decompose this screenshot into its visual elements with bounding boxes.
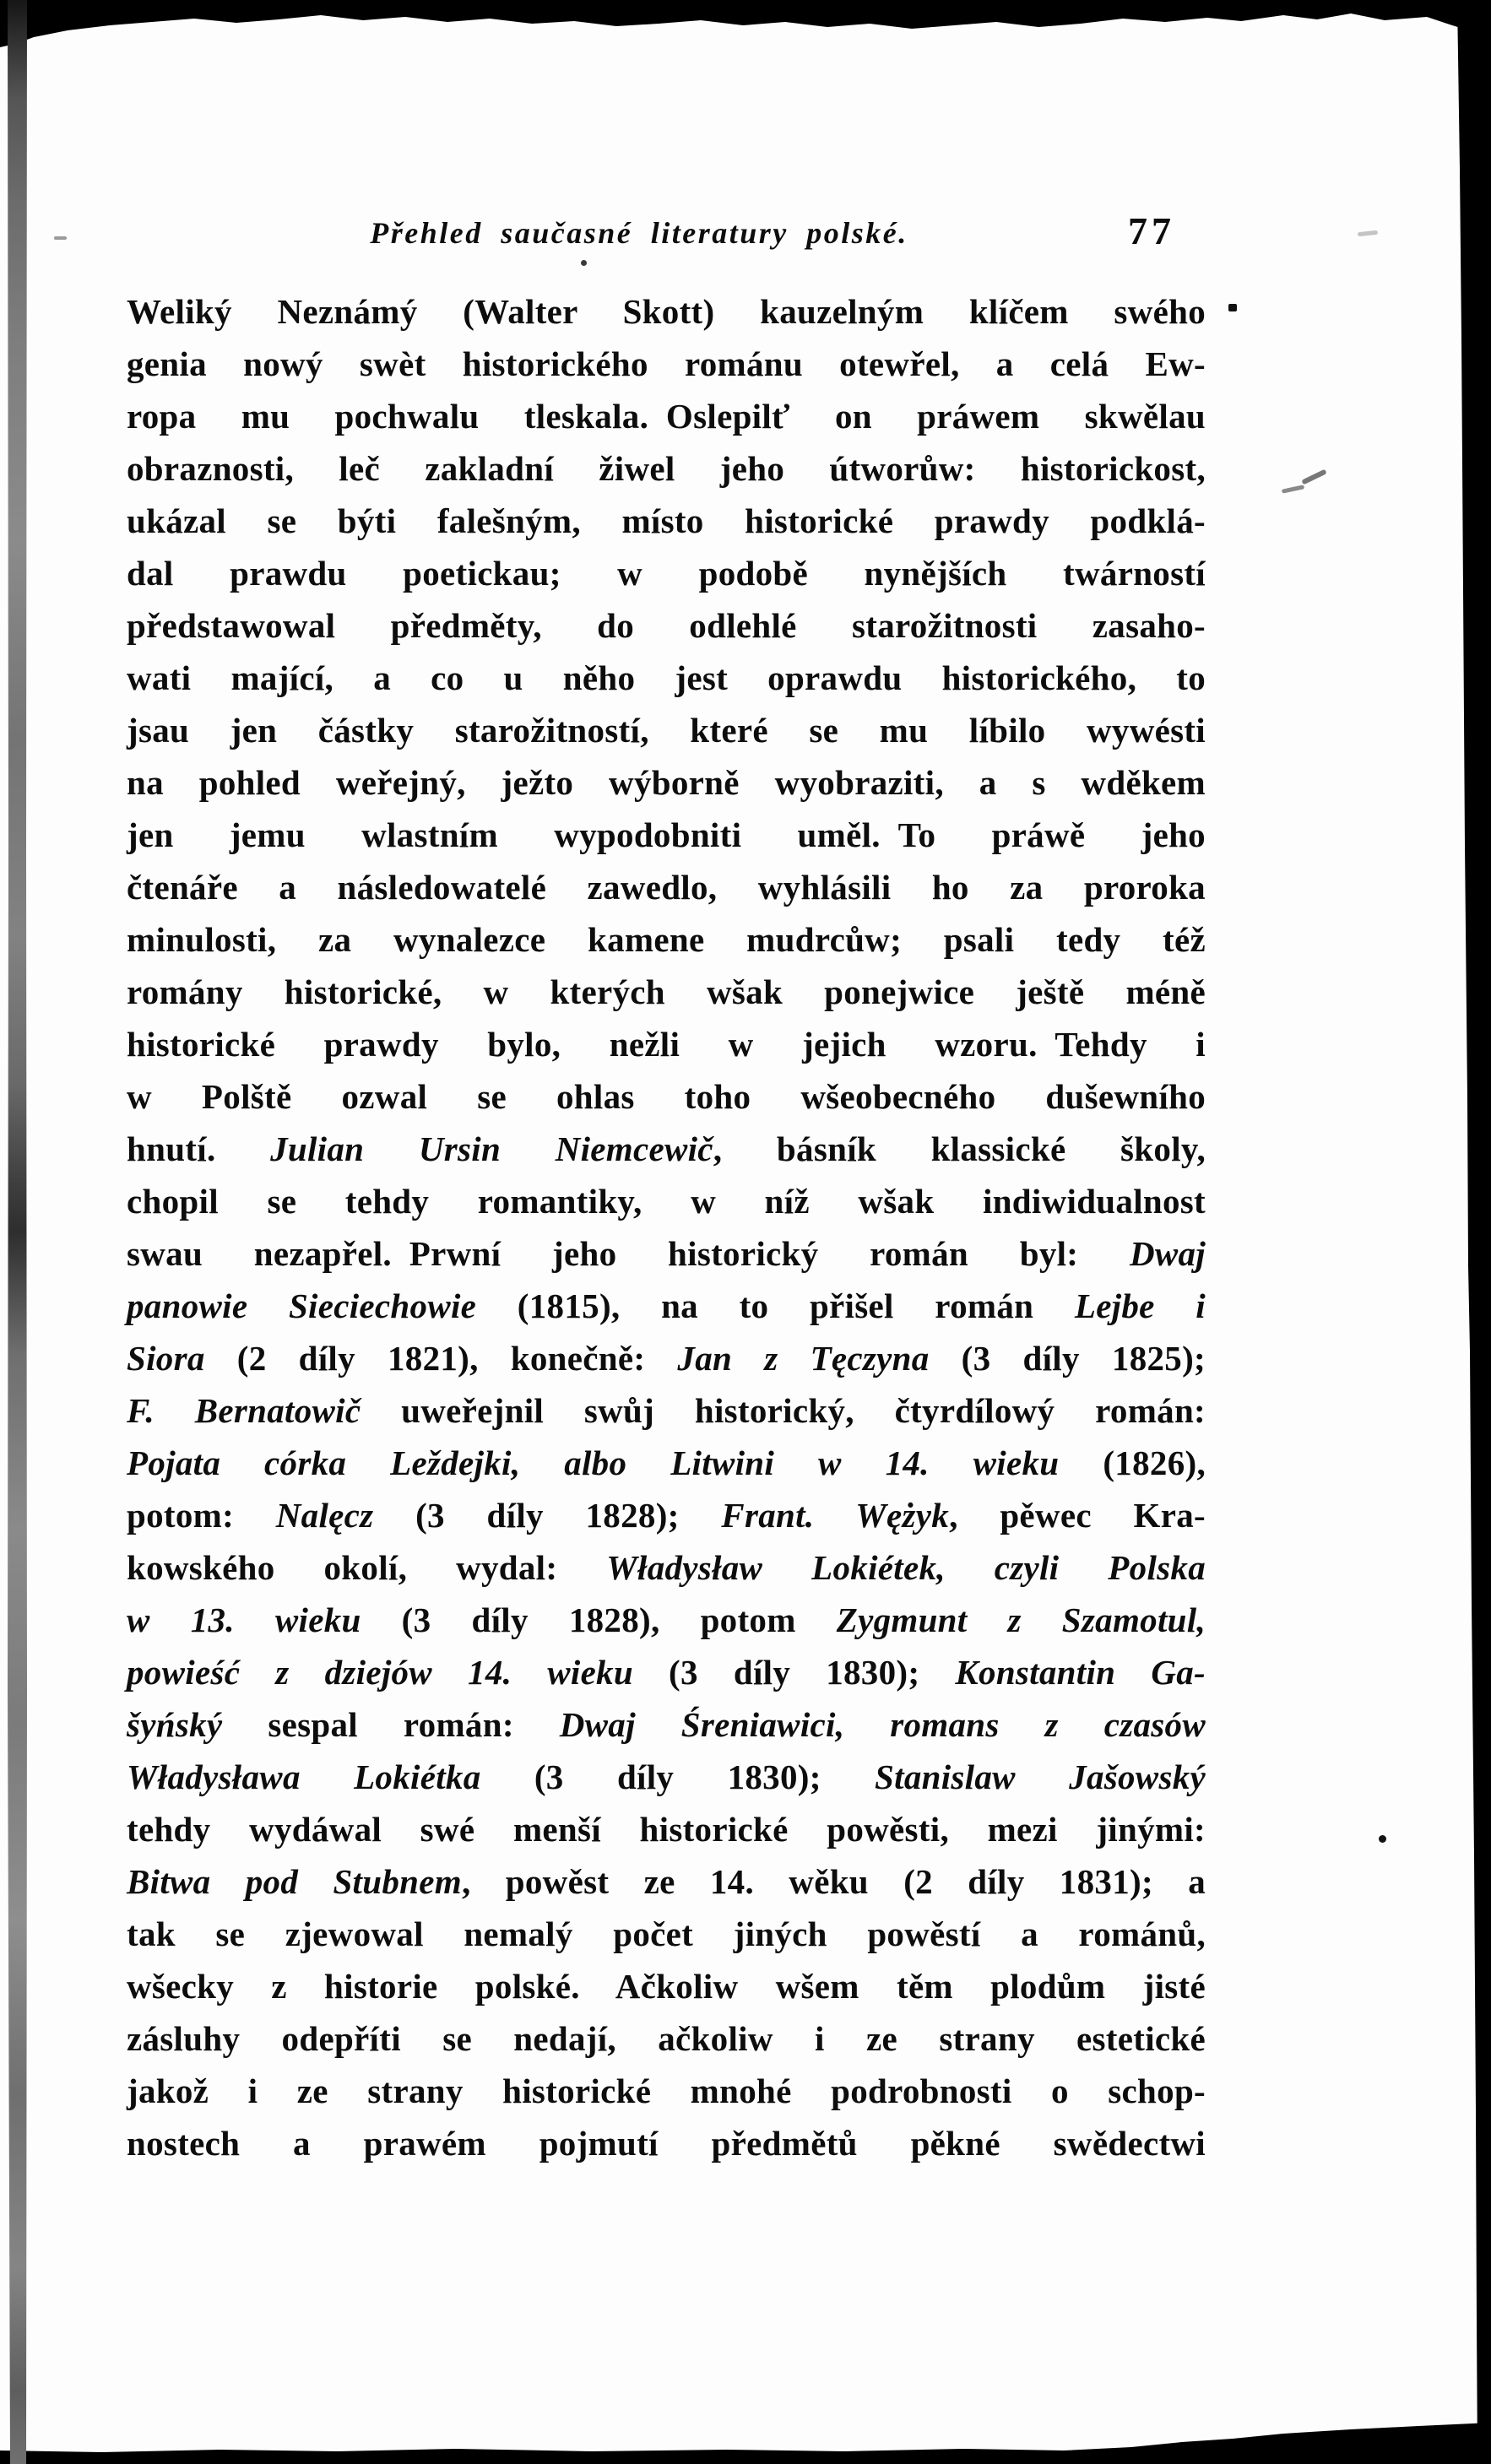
body-text-segment: wšecky z historie polské. Ačkoliw wšem těm plodům jisté — [127, 1967, 1206, 2006]
body-text-segment: čtenáře a následowatelé zawedlo, wyhlásili ho za proroka — [127, 868, 1206, 907]
book-title-text: Frant. Wężyk — [721, 1496, 950, 1535]
book-title-text: w 13. wieku — [127, 1600, 361, 1639]
body-text-segment: minulosti, za wynalezce kamene mudrcůw; psali tedy též — [127, 920, 1206, 959]
body-text-segment: obraznosti, leč zakladní žiwel jeho útworůw: historickost, — [127, 449, 1206, 488]
ink-speck — [581, 260, 587, 266]
text-line — [127, 1855, 1206, 1908]
text-line — [127, 1280, 1206, 1332]
body-text-segment: (3 díly 1828), potom — [361, 1600, 837, 1639]
page-body — [127, 285, 1206, 2169]
text-line — [127, 861, 1206, 913]
body-text-segment: chopil se tehdy romantiky, w níž wšak indiwidualnost — [127, 1182, 1206, 1221]
body-text-segment: (3 díly 1825); — [929, 1339, 1206, 1378]
book-title-text: Konstantin Ga- — [955, 1653, 1206, 1692]
body-text-segment: potom: — [127, 1496, 276, 1535]
book-title-text: F. Bernatowič — [127, 1391, 361, 1430]
text-line — [127, 442, 1206, 495]
text-line — [127, 756, 1206, 809]
book-title-text: Pojata córka Leždejki, albo Litwini w 14. wieku — [127, 1443, 1060, 1482]
text-line — [127, 390, 1206, 442]
book-title-text: Julian Ursin Niemcewič — [270, 1129, 713, 1168]
body-text-segment: nostech a prawém pojmutí předmětů pěkné swědectwi — [127, 2124, 1206, 2163]
pencil-mark — [1358, 230, 1378, 236]
body-text-segment: Weliký Neznámý (Walter Skott) kauzelným klíčem swého — [127, 292, 1206, 331]
text-line — [127, 1437, 1206, 1489]
book-title-text: powieść z dziejów 14. wieku — [127, 1653, 633, 1692]
body-text-segment: (3 díly 1830); — [480, 1757, 876, 1796]
text-line — [127, 1175, 1206, 1227]
body-text-segment: (3 díly 1830); — [632, 1653, 956, 1692]
body-text-segment: , pěwec Kra- — [949, 1496, 1206, 1535]
text-line — [127, 704, 1206, 756]
scan-edge-right — [1449, 0, 1491, 2464]
body-text-segment: hnutí. — [127, 1129, 271, 1168]
pencil-mark — [54, 236, 67, 240]
body-text-segment: na pohled weřejný, ježto wýborně wyobraziti, a s wděkem — [127, 763, 1206, 802]
book-title-text: Dwaj Śreniawici, romans z czasów — [559, 1705, 1206, 1744]
pencil-mark — [1301, 469, 1326, 485]
body-text-segment: tehdy wydáwal swé menší historické powěsti, mezi jinými: — [127, 1810, 1206, 1849]
book-title-text: Władysław Lokiétek, czyli Polska — [606, 1548, 1206, 1587]
text-line — [127, 1698, 1206, 1751]
body-text-segment: , básník klassické školy, — [713, 1129, 1206, 1168]
text-line — [127, 809, 1206, 861]
text-line — [127, 599, 1206, 652]
text-line — [127, 913, 1206, 966]
body-text-segment: kowského okolí, wydal: — [127, 1548, 607, 1587]
body-text-segment: (1826), — [1059, 1443, 1206, 1482]
body-text-segment: swau nezapřel. Prwní jeho historický román byl: — [127, 1234, 1130, 1273]
body-text-segment: w Polště ozwal se ohlas toho wšeobecného dušewního — [127, 1077, 1206, 1116]
body-text-segment: uweřejnil swůj historický, čtyrdílowý román: — [361, 1391, 1206, 1430]
body-text-segment: předstawowal předměty, do odlehlé starožitnosti zasaho- — [127, 606, 1206, 645]
text-line — [127, 547, 1206, 599]
book-gutter-shadow — [5, 0, 27, 2464]
book-title-text: Nalęcz — [275, 1496, 374, 1535]
text-line — [127, 1541, 1206, 1594]
text-line — [127, 652, 1206, 704]
book-title-text: Władysława Lokiétka — [127, 1757, 481, 1796]
text-line — [127, 1646, 1206, 1698]
pencil-mark — [1282, 485, 1304, 494]
running-head-title: Přehled saučasné literatury polské. — [370, 216, 908, 250]
body-text-segment: ropa mu pochwalu tleskala. Oslepilť on práwem skwělau — [127, 397, 1206, 436]
text-line — [127, 1803, 1206, 1855]
text-line — [127, 495, 1206, 547]
text-line — [127, 1070, 1206, 1123]
body-text-segment: sespal román: — [222, 1705, 560, 1744]
text-line — [127, 2065, 1206, 2117]
book-title-text: Siora — [127, 1339, 205, 1378]
body-text-segment: wati mající, a co u něho jest oprawdu historického, to — [127, 658, 1206, 697]
book-title-text: Zygmunt z Szamotul, — [836, 1600, 1206, 1639]
body-text-segment: , powěst ze 14. wěku (2 díly 1831); a — [461, 1862, 1206, 1901]
body-text-segment: zásluhy odepříti se nedají, ačkoliw i ze strany estetické — [127, 2019, 1206, 2058]
text-line — [127, 1908, 1206, 1960]
text-line — [127, 285, 1206, 338]
text-line — [127, 1018, 1206, 1070]
scan-edge-bottom — [0, 2405, 1491, 2464]
body-text-segment: jakož i ze strany historické mnohé podrobnosti o schop- — [127, 2071, 1206, 2110]
book-title-text: Bitwa pod Stubnem — [127, 1862, 462, 1901]
body-text-segment: (2 díly 1821), konečně: — [204, 1339, 678, 1378]
book-title-text: Jan z Tęczyna — [677, 1339, 930, 1378]
body-text-segment: genia nowý swèt historického románu otewřel, a celá Ew- — [127, 344, 1206, 383]
body-text-segment: jen jemu wlastním wypodobniti uměl. To práwě jeho — [127, 815, 1206, 854]
book-title-text: šyńský — [127, 1705, 223, 1744]
text-line — [127, 2012, 1206, 2065]
text-line — [127, 1594, 1206, 1646]
text-line — [127, 338, 1206, 390]
book-title-text: Stanislaw Jašowský — [875, 1757, 1206, 1796]
running-head — [100, 211, 1179, 255]
text-line — [127, 1227, 1206, 1280]
scan-edge-top — [0, 0, 1491, 49]
text-line — [127, 1489, 1206, 1541]
body-text-segment: tak se zjewowal nemalý počet jiných powěstí a románů, — [127, 1914, 1206, 1953]
text-line — [127, 1751, 1206, 1803]
text-line — [127, 966, 1206, 1018]
body-text-segment: historické prawdy bylo, nežli w jejich wzoru. Tehdy i — [127, 1025, 1206, 1064]
text-line — [127, 1332, 1206, 1384]
text-line — [127, 1384, 1206, 1437]
body-text-segment: romány historické, w kterých wšak ponejwice ještě méně — [127, 972, 1206, 1011]
text-line — [127, 1960, 1206, 2012]
body-text-segment: (3 díly 1828); — [373, 1496, 722, 1535]
page-number: 77 — [1128, 209, 1175, 252]
body-text-segment: ukázal se býti falešným, místo historické prawdy podklá- — [127, 501, 1206, 540]
body-text-segment: jsau jen částky starožitností, které se mu líbilo wywésti — [127, 711, 1206, 750]
body-text-segment: dal prawdu poetickau; w podobě nynějších twárností — [127, 554, 1206, 593]
book-title-text: panowie Sieciechowie — [127, 1286, 477, 1325]
ink-speck — [1228, 304, 1237, 311]
text-line — [127, 2117, 1206, 2169]
body-text-segment: (1815), na to přišel román — [476, 1286, 1075, 1325]
ink-speck — [1379, 1835, 1386, 1843]
book-title-text: Lejbe i — [1074, 1286, 1206, 1325]
book-title-text: Dwaj — [1129, 1234, 1206, 1273]
text-line — [127, 1123, 1206, 1175]
